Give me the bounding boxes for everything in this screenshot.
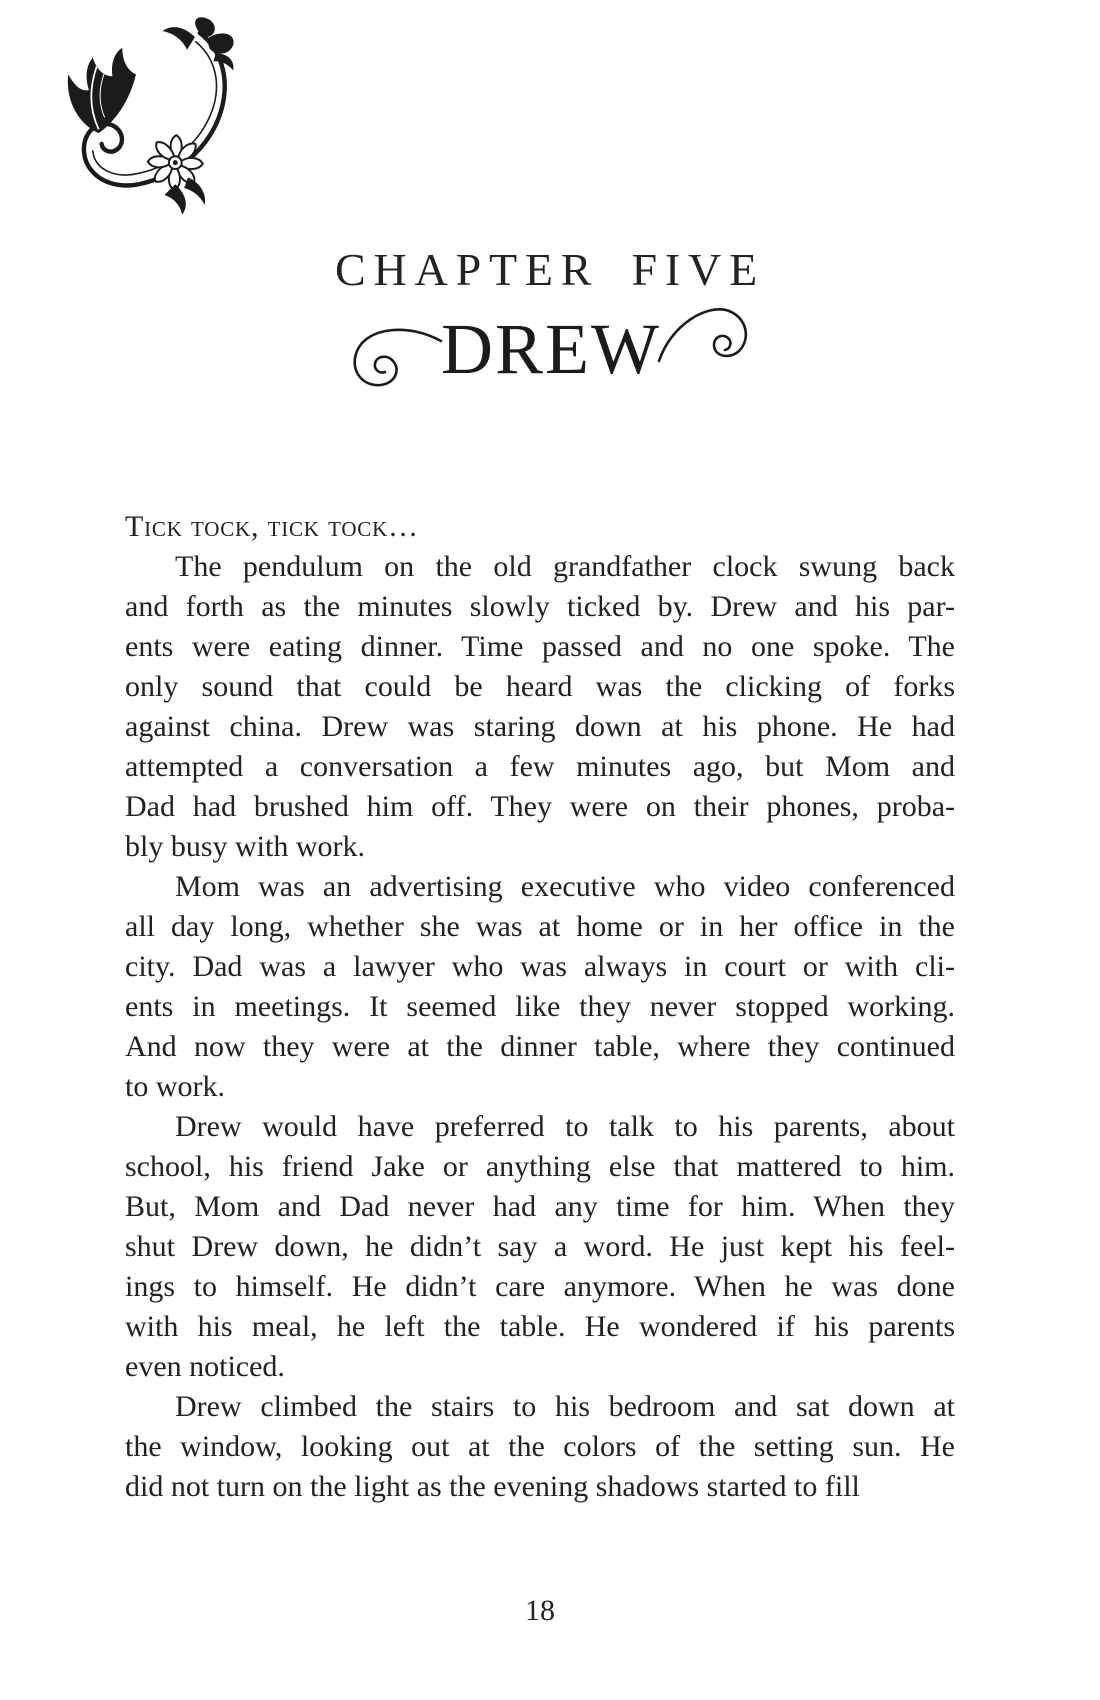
text-line: only sound that could be heard was the clicking of forks <box>125 669 955 703</box>
text-line: ents were eating dinner. Time passed and no one spoke. The <box>125 629 955 663</box>
chapter-number-heading: CHAPTER FIVE <box>334 244 766 295</box>
text-line: did not turn on the light as the evening shadows started to fill <box>125 1469 860 1503</box>
text-line: even noticed. <box>125 1349 285 1383</box>
text-line: Drew would have preferred to talk to his parents, about <box>175 1109 955 1143</box>
text-line: Mom was an advertising executive who video conferenced <box>175 869 955 903</box>
text-line: Drew climbed the stairs to his bedroom and sat down at <box>175 1389 955 1423</box>
text-line: But, Mom and Dad never had any time for him. When they <box>125 1189 955 1223</box>
text-line: ents in meetings. It seemed like they never stopped working. <box>125 989 955 1023</box>
paragraph <box>125 547 955 867</box>
text-line: school, his friend Jake or anything else that mattered to him. <box>125 1149 955 1183</box>
text-line: Tick tock, tick tock… <box>125 509 419 543</box>
text-line: city. Dad was a lawyer who was always in court or with cli- <box>125 949 955 983</box>
paragraph <box>125 867 955 1107</box>
text-line: And now they were at the dinner table, where they continued <box>125 1029 955 1063</box>
text-line: ings to himself. He didn’t care anymore. When he was done <box>125 1269 955 1303</box>
text-line: bly busy with work. <box>125 829 365 863</box>
paragraph <box>125 1387 955 1507</box>
text-line: to work. <box>125 1069 225 1103</box>
page-number: 18 <box>525 1594 555 1627</box>
text-line: with his meal, he left the table. He wondered if his parents <box>125 1309 955 1343</box>
body-text <box>125 507 955 1507</box>
text-line: attempted a conversation a few minutes ago, but Mom and <box>125 749 955 783</box>
paragraph <box>125 507 955 547</box>
chapter-title-row <box>0 308 1100 389</box>
text-line: against china. Drew was staring down at his phone. He had <box>125 709 955 743</box>
text-line: Dad had brushed him off. They were on their phones, proba- <box>125 789 955 823</box>
title-swash-left-icon <box>351 327 443 391</box>
text-line: all day long, whether she was at home or in her office in the <box>125 909 955 943</box>
paragraph <box>125 1107 955 1387</box>
text-line: and forth as the minutes slowly ticked by. Drew and his par- <box>125 589 955 623</box>
text-line: the window, looking out at the colors of the setting sun. He <box>125 1429 955 1463</box>
chapter-title: DREW <box>441 308 661 389</box>
floral-flourish-ornament <box>28 14 244 218</box>
text-line: shut Drew down, he didn’t say a word. He just kept his feel- <box>125 1229 955 1263</box>
title-swash-right-icon <box>657 305 749 369</box>
text-line: The pendulum on the old grandfather clock swung back <box>175 549 955 583</box>
